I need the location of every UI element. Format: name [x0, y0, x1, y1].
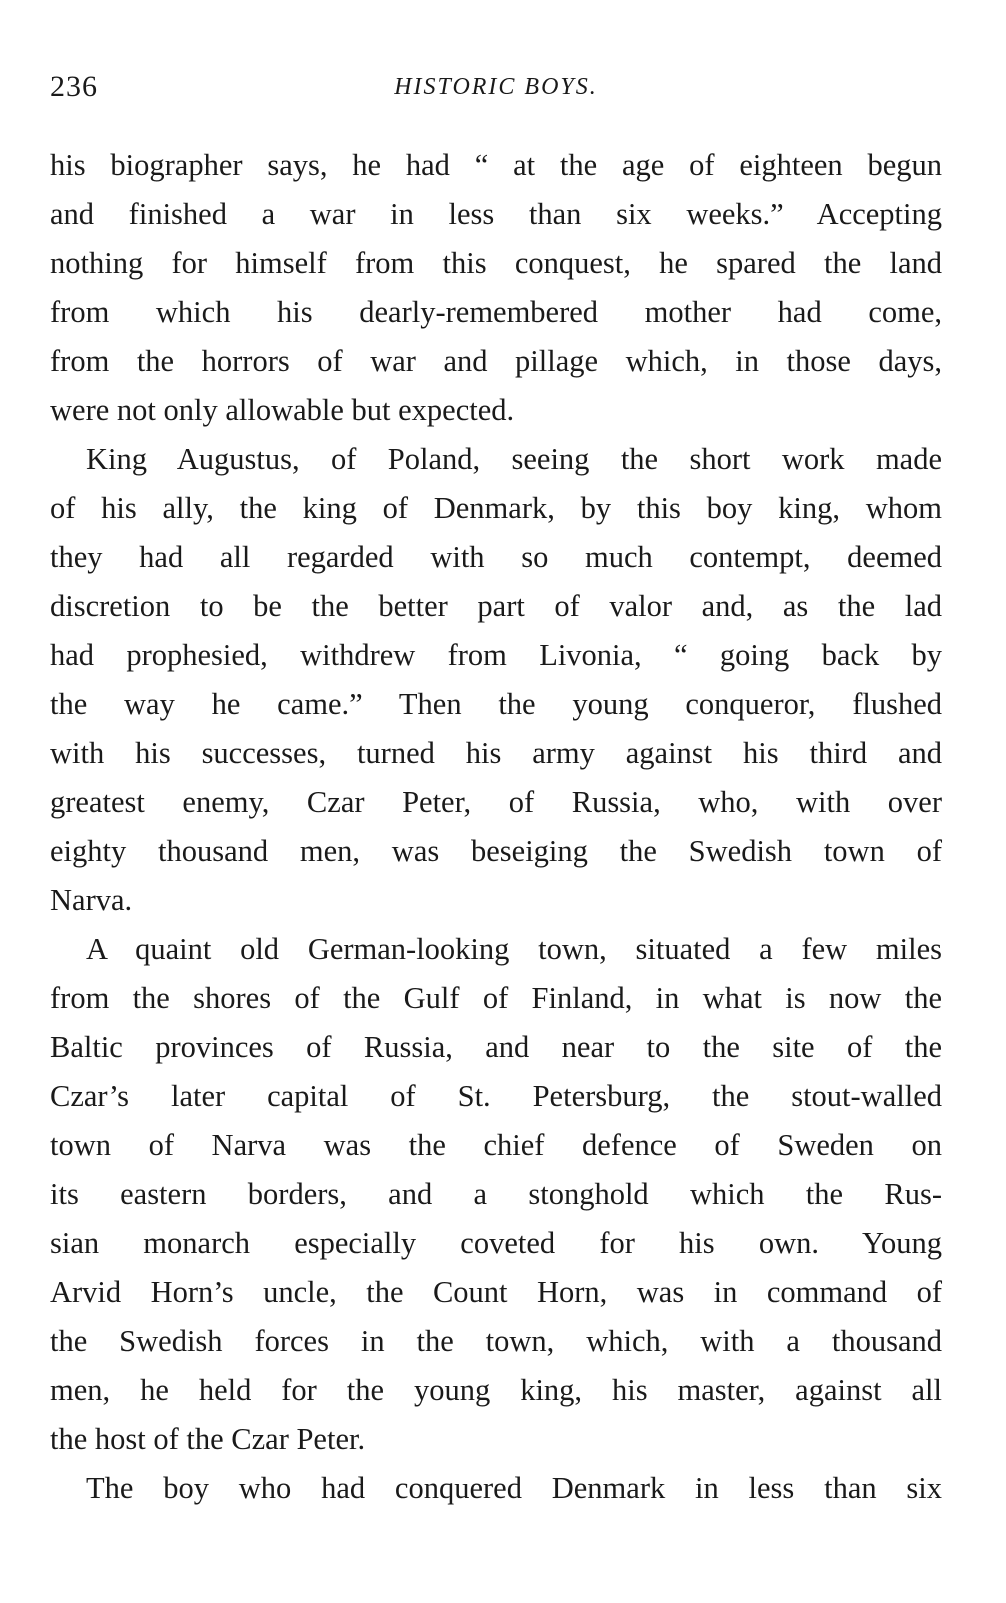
text-line: discretion to be the better part of valor and, as the lad [50, 589, 942, 623]
text-line: his biographer says, he had “ at the age of eighteen begun [50, 148, 942, 182]
text-line: eighty thousand men, was beseiging the Swedish town of [50, 834, 942, 868]
text-line: sian monarch especially coveted for his own. Young [50, 1226, 942, 1260]
text-line: nothing for himself from this conquest, he spared the land [50, 246, 942, 280]
paragraph [50, 925, 942, 1464]
text-line: from the horrors of war and pillage which, in those days, [50, 344, 942, 378]
text-line: from which his dearly-remembered mother had come, [50, 295, 942, 329]
text-line: Arvid Horn’s uncle, the Count Horn, was in command of [50, 1275, 942, 1309]
text-line: town of Narva was the chief defence of Sweden on [50, 1128, 942, 1162]
text-line: the host of the Czar Peter. [50, 1422, 366, 1456]
text-line: the Swedish forces in the town, which, with a thousand [50, 1324, 942, 1358]
text-line: with his successes, turned his army against his third and [50, 736, 942, 770]
body-text [50, 141, 942, 1513]
text-line: were not only allowable but expected. [50, 393, 515, 427]
text-line: greatest enemy, Czar Peter, of Russia, who, with over [50, 785, 942, 819]
text-line: A quaint old German-looking town, situated a few miles [86, 932, 942, 966]
running-head: HISTORIC BOYS. [394, 74, 598, 100]
text-line: they had all regarded with so much contempt, deemed [50, 540, 942, 574]
text-line: its eastern borders, and a stonghold which the Rus- [50, 1177, 942, 1211]
text-line: Baltic provinces of Russia, and near to the site of the [50, 1030, 942, 1064]
page-header [50, 70, 942, 110]
paragraph [50, 1464, 942, 1513]
text-line: Czar’s later capital of St. Petersburg, the stout-walled [50, 1079, 942, 1113]
text-line: The boy who had conquered Denmark in less than six [86, 1471, 942, 1505]
page-number: 236 [50, 70, 98, 103]
text-line: from the shores of the Gulf of Finland, in what is now the [50, 981, 942, 1015]
paragraph [50, 435, 942, 925]
text-line: had prophesied, withdrew from Livonia, “ going back by [50, 638, 942, 672]
text-line: Narva. [50, 883, 133, 917]
text-line: men, he held for the young king, his master, against all [50, 1373, 942, 1407]
paragraph [50, 141, 942, 435]
text-line: King Augustus, of Poland, seeing the short work made [86, 442, 942, 476]
text-line: and finished a war in less than six weeks.” Accepting [50, 197, 942, 231]
text-line: the way he came.” Then the young conqueror, flushed [50, 687, 942, 721]
text-line: of his ally, the king of Denmark, by this boy king, whom [50, 491, 942, 525]
